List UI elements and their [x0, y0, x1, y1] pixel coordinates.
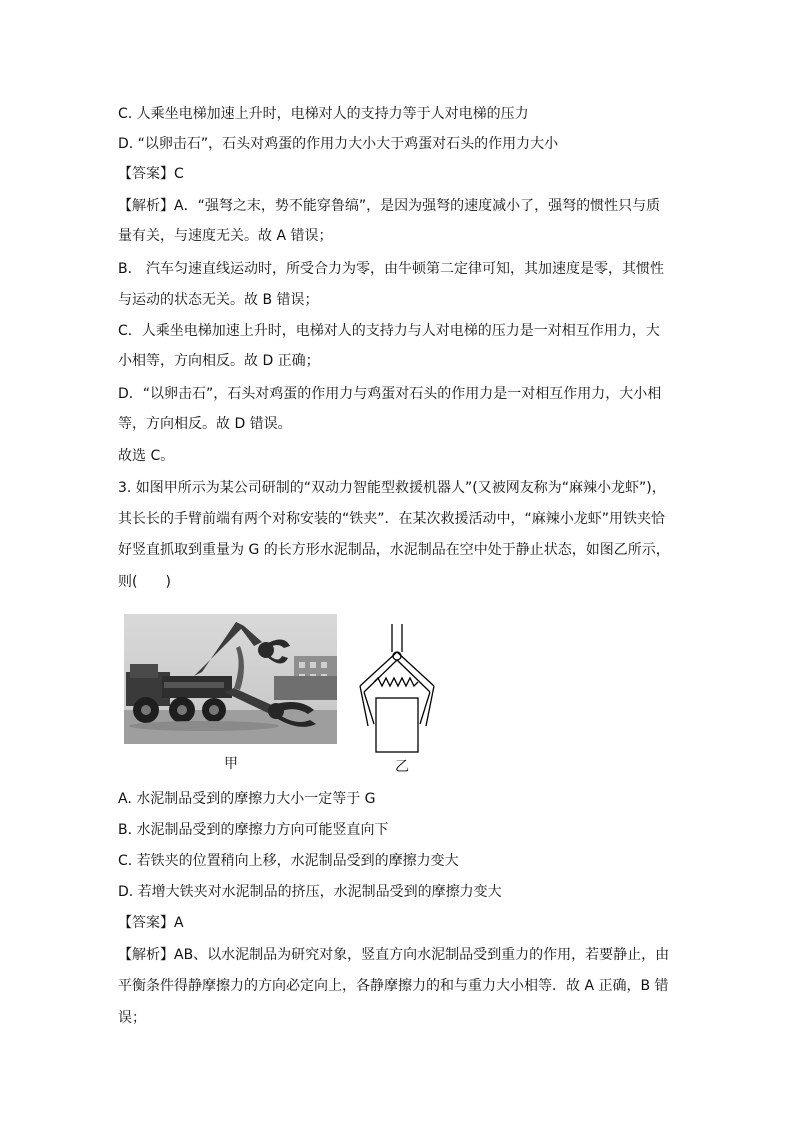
analysis-line: 平衡条件得静摩擦力的方向必定向上，各静摩擦力的和与重力大小相等．故 A 正确，B 错 — [118, 978, 669, 994]
analysis-line: B． 汽车匀速直线运动时，所受合力为零，由牛顿第二定律可知，其加速度是零，其惯性 — [118, 261, 665, 277]
analysis-line: 误； — [118, 1010, 146, 1026]
question-line: 其长长的手臂前端有两个对称安装的“铁夹”．在某次救援活动中，“麻辣小龙虾”用铁夹恰 — [118, 511, 666, 527]
figure-caption-yi: 乙 — [395, 759, 409, 775]
clamp-diagram — [354, 622, 444, 754]
answer-line: 【答案】A — [118, 915, 184, 931]
option-c-line: C. 若铁夹的位置稍向上移，水泥制品受到的摩擦力变大 — [118, 853, 459, 869]
conclusion-line: 故选 C。 — [118, 448, 175, 464]
option-d-line: D. 若增大铁夹对水泥制品的挤压，水泥制品受到的摩擦力变大 — [118, 884, 502, 900]
question-line: 则( ) — [118, 574, 171, 590]
rescue-robot-photo — [124, 614, 337, 744]
analysis-line: 等，方向相反。故 D 错误。 — [118, 416, 292, 432]
question-line: 3. 如图甲所示为某公司研制的“双动力智能型救援机器人”(又被网友称为“麻辣小龙虾”)， — [118, 480, 666, 496]
analysis-line: D．“以卵击石”，石头对鸡蛋的作用力与鸡蛋对石头的作用力是一对相互作用力，大小相 — [118, 386, 662, 402]
answer-line: 【答案】C — [118, 166, 184, 182]
analysis-line: 【解析】AB、以水泥制品为研究对象，竖直方向水泥制品受到重力的作用，若要静止，由 — [118, 947, 670, 963]
question-line: 好竖直抓取到重量为 G 的长方形水泥制品，水泥制品在空中处于静止状态，如图乙所示， — [118, 542, 670, 558]
analysis-line: 与运动的状态无关。故 B 错误； — [118, 292, 319, 308]
analysis-line: 【解析】A．“强弩之末，势不能穿鲁缟”，是因为强弩的速度减小了，强弩的惯性只与质 — [118, 198, 661, 214]
option-b-line: B. 水泥制品受到的摩擦力方向可能竖直向下 — [118, 822, 389, 838]
analysis-line: 量有关，与速度无关。故 A 错误； — [118, 228, 333, 244]
figure-caption-jia: 甲 — [224, 756, 238, 772]
option-a-line: A. 水泥制品受到的摩擦力大小一定等于 G — [118, 791, 376, 807]
analysis-line: 小相等，方向相反。故 D 正确； — [118, 353, 320, 369]
option-d-line: D. “以卵击石”，石头对鸡蛋的作用力大小大于鸡蛋对石头的作用力大小 — [118, 136, 559, 152]
analysis-line: C．人乘坐电梯加速上升时，电梯对人的支持力与人对电梯的压力是一对相互作用力，大 — [118, 323, 660, 339]
option-c-line: C. 人乘坐电梯加速上升时，电梯对人的支持力等于人对电梯的压力 — [118, 106, 529, 122]
